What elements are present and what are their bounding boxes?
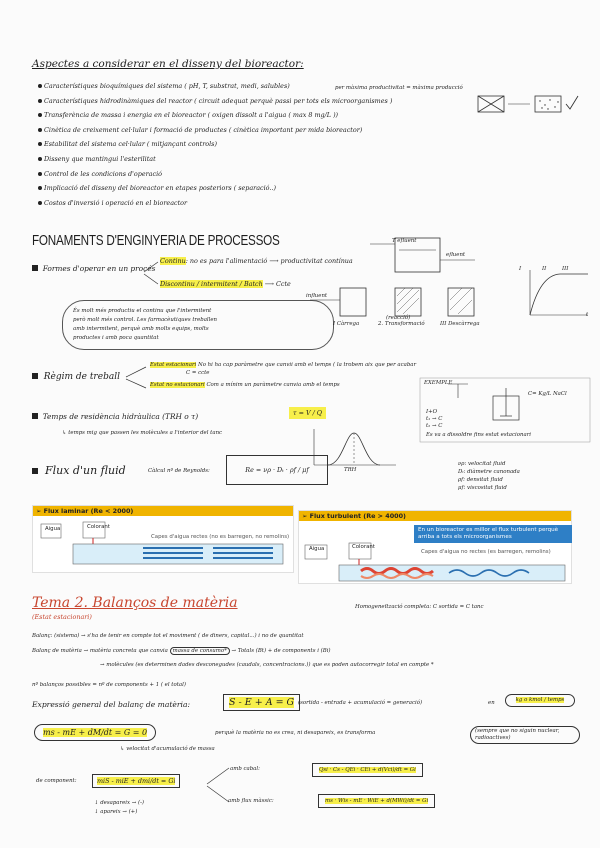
example-lines: I+O t₁ → C t₂ → C: [426, 409, 443, 429]
flux-vars: νρ: velocitat fluid Dₜ: diàmetre canonada ρf: densitat fluid μf: viscositat fluid: [458, 461, 520, 491]
batch-process-diagram: [300, 230, 590, 330]
list-item: Control de les condicions d'operació: [38, 170, 418, 185]
units-label: kg o kmol / temps: [505, 694, 575, 707]
desapareix-note: ↓ desapareix → (-): [94, 800, 145, 806]
turbulent-colorant: Colorant: [352, 544, 375, 550]
balanc-count: nº balanços possibles = nº de components + 1 ( el total): [32, 682, 186, 688]
discontinu-row: Discontinu / intermitent / Batch ⟶ Ccte: [160, 280, 291, 288]
temps-formula: τ = V / Q: [285, 407, 330, 419]
list-item: Cinètica de creixement cel·lular i formació de productes ( cinètica important per mida bioreactor): [38, 126, 418, 141]
section-title-aspectes: Aspectes a considerar en el disseny del bioreactor:: [32, 58, 304, 70]
temps-label: Temps de residència hidràulica (TRH o τ): [32, 412, 198, 421]
cabal-equation: Qsi · Cs - QEi · CEi + d(Vci)/dt = Gi: [312, 763, 423, 777]
curve-axis-t: t: [586, 312, 589, 318]
section-title-fonaments: FONAMENTS D'ENGINYERIA DE PROCESSOS: [32, 232, 280, 249]
list-item: Costos d'inversió i operació en el bioreactor: [38, 199, 418, 214]
list-item: Disseny que mantingui l'esterilitat: [38, 155, 418, 170]
balanc-mat-row-2: → molècules (es determinen dades desconegudes (caudals, concentracions.)) que es poden autocorregir total en compte *: [100, 662, 434, 668]
diagram-stage-3: III Descàrrega: [440, 321, 480, 327]
aspects-list: [38, 82, 418, 213]
curve-label-1: I: [519, 266, 522, 272]
diagram-top-label: T efluent: [392, 238, 417, 244]
en-label: en: [488, 700, 495, 706]
note-bubble: És molt més productiu el continu que l'intermitent però molt més control. Les farmacèutiques treballen amb intermitent, perquè amb molts equips, molts productes i amb poca quantitat: [62, 300, 334, 350]
diagram-efluent: efluent: [446, 252, 466, 258]
example-note: Es va a dissoldre fins estat estacionari: [426, 432, 531, 438]
reynolds-formula: Re = νρ · Dₜ · ρf / μf: [226, 455, 328, 485]
branch-arrows: [142, 258, 162, 290]
laminar-colorant: Colorant: [87, 524, 110, 530]
expressio-label: Expressió general del balanç de matèria:: [32, 700, 191, 709]
apareix-note: ↓ apareix → (+): [94, 809, 138, 815]
list-item: Característiques hidrodinàmiques del reactor ( circuit adequat perquè passi per tots els microorganismes ): [38, 97, 418, 112]
forms-label: Formes d'operar en un procés: [32, 264, 155, 273]
productivity-note: per màxima productivitat = màxima producció: [335, 85, 463, 91]
section-subtitle: (Estat estacionari): [32, 613, 92, 621]
continu-row: Continu: no es para l'alimentació ⟶ productivitat contínua: [160, 257, 353, 265]
regim-label: Règim de treball: [32, 372, 120, 382]
example-formula: C= Kg/L NaCl: [528, 391, 567, 397]
component-label: de component:: [36, 778, 77, 784]
regim-branch: [124, 362, 150, 392]
expressio-formula: S - E + A = G: [223, 694, 300, 711]
turbulent-aigua: Aigua: [309, 546, 325, 552]
equation-desc-2: (sempre que no siguin nuclear, radioactives): [470, 726, 580, 744]
list-item: Transferència de massa i energia en el bioreactor ( oxigen dissolt a l'aigua ( max 8 mg/L )): [38, 111, 418, 126]
expressio-desc: (sortida - entrada + acumulació = generació): [298, 700, 423, 706]
estat-estacionari-sub: C = ccte: [186, 370, 210, 376]
laminar-title: ➢ Flux laminar (Re < 2000): [33, 506, 293, 516]
turbulent-caption: Capes d'aigua no rectes (es barregen, remolins): [421, 549, 551, 555]
section-title-balancos: Tema 2. Balanços de matèria: [32, 595, 238, 611]
flux-equation: ms · Wis - mE · WiE + d(MWi)/dt = Gi: [318, 794, 435, 808]
laminar-aigua: Aigua: [45, 526, 61, 532]
balanc-row: Balanç: (sistema) → s'ha de tenir en compte tot el moviment ( de diners, capital...) i no de quantitat: [32, 633, 304, 639]
trh-axis-label: TRH: [344, 467, 357, 473]
diagram-stage-1: I Càrrega: [333, 321, 360, 327]
diagram-stage-2-sub: (reacció): [386, 315, 411, 321]
estat-estacionari-row: Estat estacionari No hi ha cap paràmetre que canvii amb el temps ( la trobem aix que per acabar: [150, 362, 417, 368]
curve-label-2: II: [542, 266, 547, 272]
diagram-influent: influent: [306, 293, 328, 299]
list-item: Estabilitat del sistema cel·lular ( mitjançant controls): [38, 140, 418, 155]
example-label: EXEMPLE: [424, 380, 453, 386]
equation-sub: ↳ velocitat d'acumulació de massa: [120, 746, 215, 752]
turbulent-panel: [298, 510, 572, 584]
laminar-diagram: [33, 518, 293, 572]
flux-label: Flux d'un fluid: [32, 464, 126, 477]
main-equation: ms - mE + dM/dt = G = 0: [34, 724, 156, 741]
balanc-mat-row: Balanç de matèria → matèria concreta que canvia massa de consumo* → Totals (Bt) + de components i (Bi): [32, 648, 331, 654]
curve-label-3: III: [562, 266, 569, 272]
turbulent-title: ➢ Flux turbulent (Re > 4000): [299, 511, 571, 521]
laminar-panel: [32, 505, 294, 573]
component-equation: miS - miE + dmi/dt = Gi: [92, 774, 180, 788]
diagram-stage-2: 2. Transformació: [378, 321, 425, 327]
estat-no-estacionari-row: Estat no estacionari Com a mínim un paràmetre canvia amb el temps: [150, 382, 340, 388]
equation-desc: perquè la matèria no es crea, ni desapareix, es transforma: [215, 730, 376, 736]
bioreactor-comparison-sketch: [470, 92, 590, 122]
amb-cabal-label: amb cabal:: [230, 766, 260, 772]
laminar-caption: Capes d'aigua rectes (no es barregen, no remolins): [151, 534, 290, 540]
homog-note: Homogeneïtzació completa: C sortida = C tanc: [355, 604, 484, 610]
temps-desc: ↳ temps mig que passen les molècules a l'interior del tanc: [62, 430, 223, 436]
amb-flux-label: amb flux màssic:: [228, 798, 274, 804]
flux-calc: Càlcul nº de Reynolds:: [148, 468, 210, 474]
list-item: Implicació del disseny del bioreactor en etapes posteriors ( separació..): [38, 184, 418, 199]
turbulent-note: En un bioreactor es millor el flux turbulent perquè arriba a tots els microorganismes: [414, 525, 572, 543]
list-item: Característiques bioquímiques del sistema ( pH, T, substrat, medi, salubles): [38, 82, 418, 97]
